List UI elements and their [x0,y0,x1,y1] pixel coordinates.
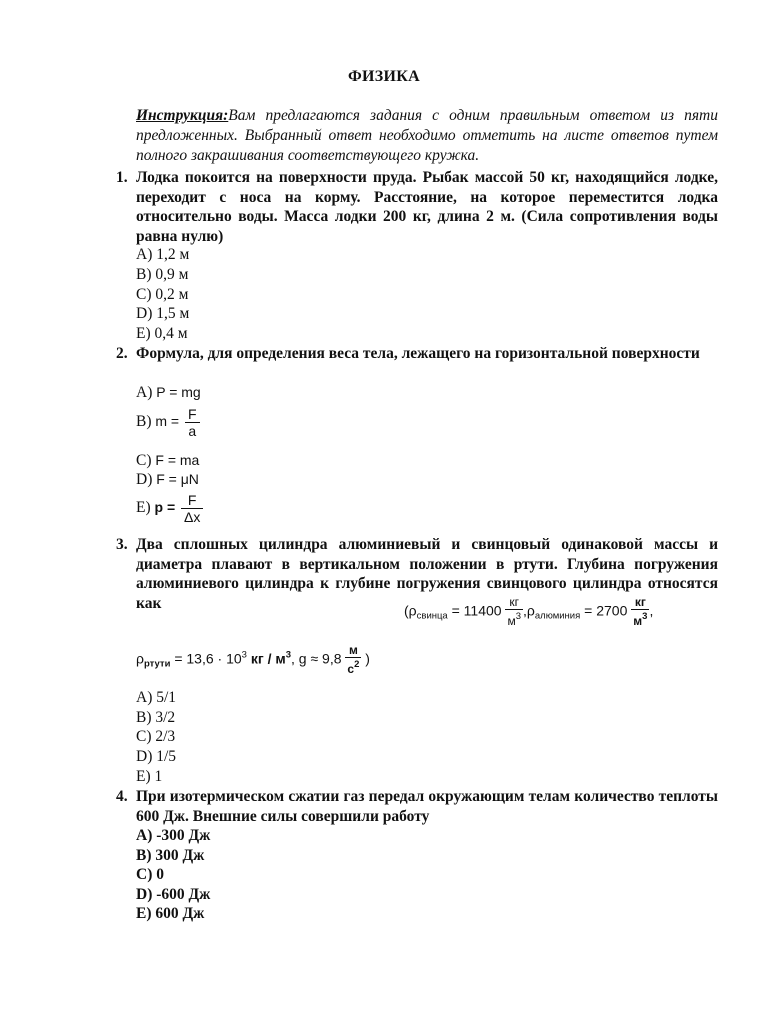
answer-option: D) -600 Дж [136,886,211,903]
formula-open-paren: ( [404,602,409,619]
question-number: 3. [116,536,128,553]
answer-option: B) 3/2 [136,709,176,726]
unit-numerator: кг [631,596,649,610]
answer-option: E) 0,4 м [136,325,188,342]
rho-symbol: ρ [408,602,417,619]
density-unit-fraction [505,596,523,628]
option-label: D) [136,471,153,488]
answer-option: D) 1,5 м [136,305,190,322]
question-number: 1. [116,169,128,186]
option-label: C) [136,452,152,469]
instruction-paragraph [136,106,718,166]
page-title: ФИЗИКА [347,68,421,85]
g-unit-denominator: с [347,662,355,676]
option-formula: F = μN [156,471,199,487]
question-number: 4. [116,788,128,805]
answer-option: C) 2/3 [136,728,176,745]
hg-density-value: = 13,6 · 10 [174,650,242,667]
formula-comma: , [649,602,654,619]
al-density-value: = 2700 [584,602,628,619]
hg-unit-exponent: 3 [285,649,292,661]
fraction-numerator: F [181,492,203,509]
question-text: Лодка покоится на поверхности пруда. Рыбак массой 50 кг, находящийся лодке, переходит с носа на корму. Расстояние, на которое переместится лодка относительно воды. Масса лодки 200 кг, длина 2 м. (Сила сопротивления воды равна нулю) [136,169,718,245]
density-formula-line-1 [404,596,653,628]
instruction-text: Вам предлагаются задания с одним правильным ответом из пяти предложенных. Выбранный ответ необходимо отметить на листе ответов путем полного закрашивания соответствующего кружка. [136,107,718,164]
fraction-denominator: Δx [184,509,201,525]
answer-option: B) 300 Дж [136,847,205,864]
option-formula-lhs: p = [154,499,176,516]
instruction-lead: Инструкция: [136,107,229,124]
answer-option [136,406,202,439]
lead-density-value: = 11400 [451,602,502,619]
answer-option [136,451,199,470]
answer-option: C) 0,2 м [136,286,189,303]
question-2 [116,344,718,364]
question-text: Два сплошных цилиндра алюминиевый и свинцовый одинаковой массы и диаметра плавают в вертикальном положении в ртути. Глубина погружения алюминиевого цилиндра к глубине погружения свинцового цилиндра относятся как [136,536,718,612]
unit-denominator: м [507,614,516,628]
unit-exponent: 3 [642,611,648,622]
answer-option [136,492,205,525]
density-unit-fraction [631,596,649,628]
answer-option: C) 0 [136,866,164,883]
density-formula-line-2 [136,644,370,676]
rho-symbol: ρ [526,602,535,619]
fraction-denominator: a [188,423,197,439]
answer-option: A) 1,2 м [136,246,190,263]
formula-close-paren: ) [365,650,370,667]
option-formula: F = ma [155,452,200,468]
question-text: Формула, для определения веса тела, лежащего на горизонтальной поверхности [136,345,700,362]
rho-symbol: ρ [136,650,144,667]
answer-option: B) 0,9 м [136,266,189,283]
al-subscript: алюминия [534,610,581,622]
g-unit-fraction [345,644,361,676]
unit-denominator: м [633,614,643,628]
answer-option: E) 1 [136,768,163,785]
question-1 [116,168,718,246]
answer-option [136,470,199,489]
g-unit-numerator: м [345,644,361,658]
hg-exponent: 3 [241,649,247,661]
g-part: , g ≈ 9,8 [291,650,342,667]
unit-numerator: кг [505,596,523,610]
answer-option [136,383,201,402]
question-4 [116,787,718,826]
option-formula: P = mg [156,384,201,400]
answer-option: A) -300 Дж [136,827,211,844]
fraction [185,406,200,439]
formula-comma: , [523,602,527,619]
hg-unit: кг / м [250,650,286,667]
option-label: E) [136,499,151,517]
question-number: 2. [116,345,128,362]
hg-subscript: ртути [143,658,171,670]
g-unit-exponent: 2 [354,659,360,670]
unit-exponent: 3 [515,611,522,622]
fraction [181,492,203,525]
fraction-numerator: F [185,406,200,423]
option-label: B) [136,413,152,431]
answer-option: D) 1/5 [136,748,177,765]
option-label: A) [136,384,153,401]
option-formula-lhs: m = [155,413,180,430]
answer-option: A) 5/1 [136,689,177,706]
question-text: При изотермическом сжатии газ передал окружающим телам количество теплоты 600 Дж. Внешние силы совершили работу [136,788,718,825]
lead-subscript: свинца [416,610,448,622]
answer-option: E) 600 Дж [136,905,205,922]
